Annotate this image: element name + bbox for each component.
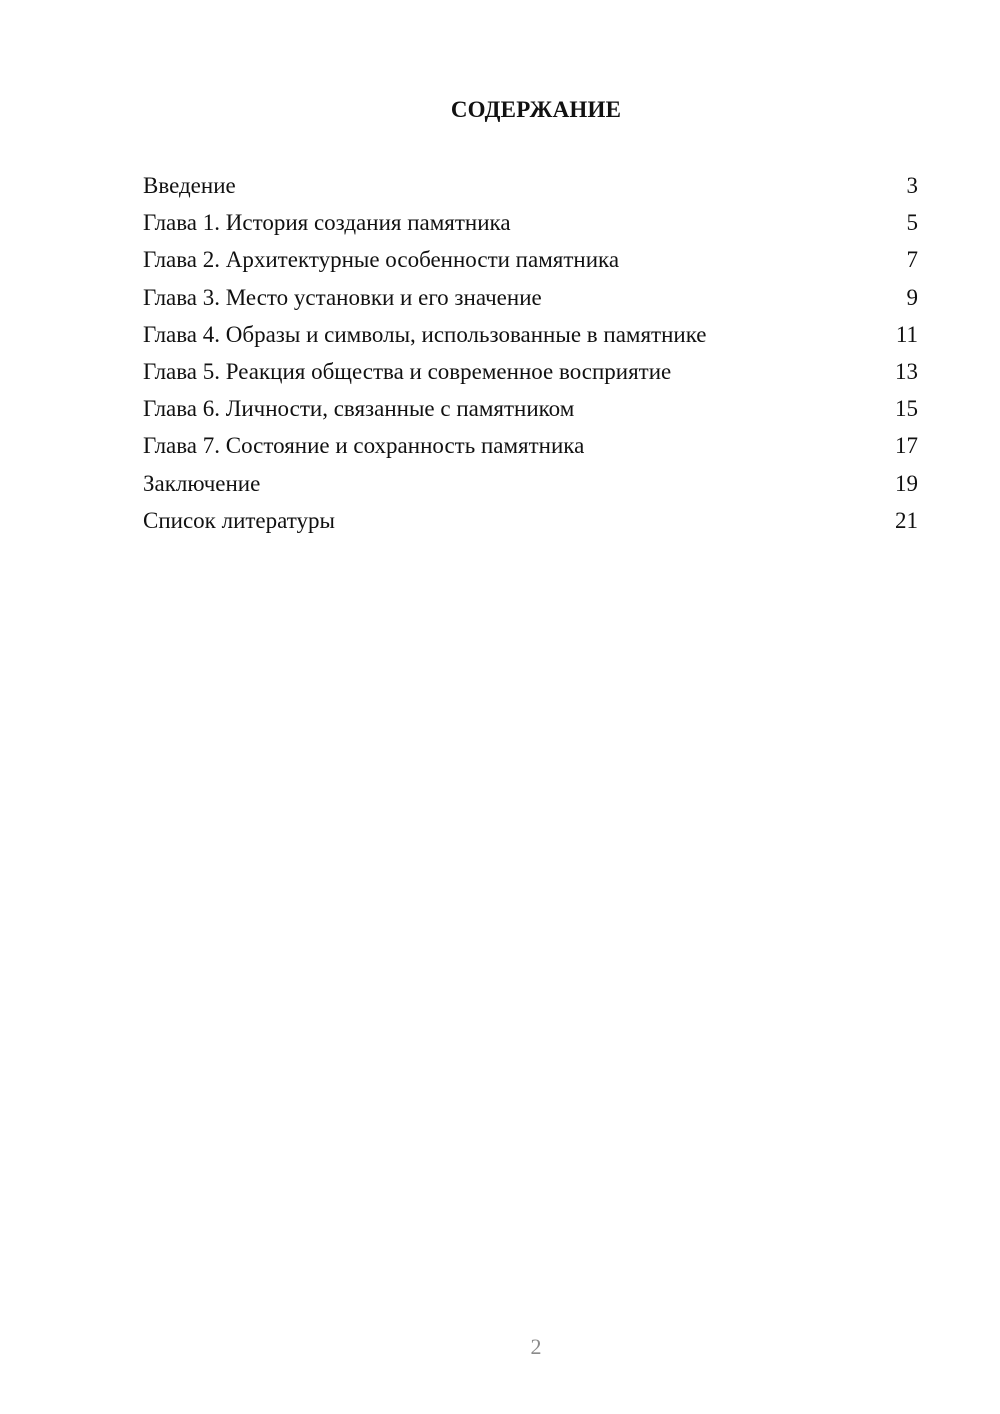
page-number: 2: [530, 1334, 542, 1359]
toc-item-conclusion[interactable]: [143, 465, 918, 502]
toc-item-label: Введение: [143, 173, 236, 198]
toc-item-label: Глава 5. Реакция общества и современное восприятие: [143, 358, 672, 384]
toc-item-page: 11: [895, 321, 918, 347]
table-of-contents: [143, 167, 918, 539]
toc-item-chapter-1[interactable]: [143, 204, 918, 241]
toc-item-chapter-5[interactable]: [143, 353, 918, 390]
toc-item-page: 19: [895, 470, 918, 496]
toc-item-label: Глава 6. Личности, связанные с памятником: [143, 396, 575, 422]
toc-title: СОДЕРЖАНИЕ: [450, 97, 622, 122]
toc-item-page: 3: [906, 173, 918, 198]
toc-item-label: Список литературы: [143, 507, 335, 533]
toc-item-label: Глава 4. Образы и символы, использованные в памятнике: [143, 321, 707, 347]
toc-item-chapter-6[interactable]: [143, 390, 918, 427]
toc-item-page: 7: [906, 247, 918, 273]
toc-item-label: Глава 1. История создания памятника: [143, 210, 511, 236]
toc-item-page: 17: [895, 433, 918, 459]
toc-item-bibliography[interactable]: [143, 502, 918, 539]
toc-item-label: Глава 7. Состояние и сохранность памятника: [143, 433, 585, 459]
toc-item-page: 21: [895, 507, 918, 533]
toc-item-introduction[interactable]: [143, 167, 918, 204]
toc-item-chapter-2[interactable]: [143, 241, 918, 278]
toc-item-label: Глава 2. Архитектурные особенности памятника: [143, 247, 620, 273]
toc-item-page: 13: [895, 358, 918, 384]
toc-item-page: 9: [906, 284, 918, 310]
toc-item-label: Глава 3. Место установки и его значение: [143, 284, 542, 310]
toc-item-label: Заключение: [143, 470, 261, 496]
toc-item-chapter-7[interactable]: [143, 427, 918, 464]
toc-item-page: 5: [906, 210, 918, 236]
toc-item-chapter-3[interactable]: [143, 279, 918, 316]
toc-item-page: 15: [895, 396, 918, 422]
toc-item-chapter-4[interactable]: [143, 316, 918, 353]
